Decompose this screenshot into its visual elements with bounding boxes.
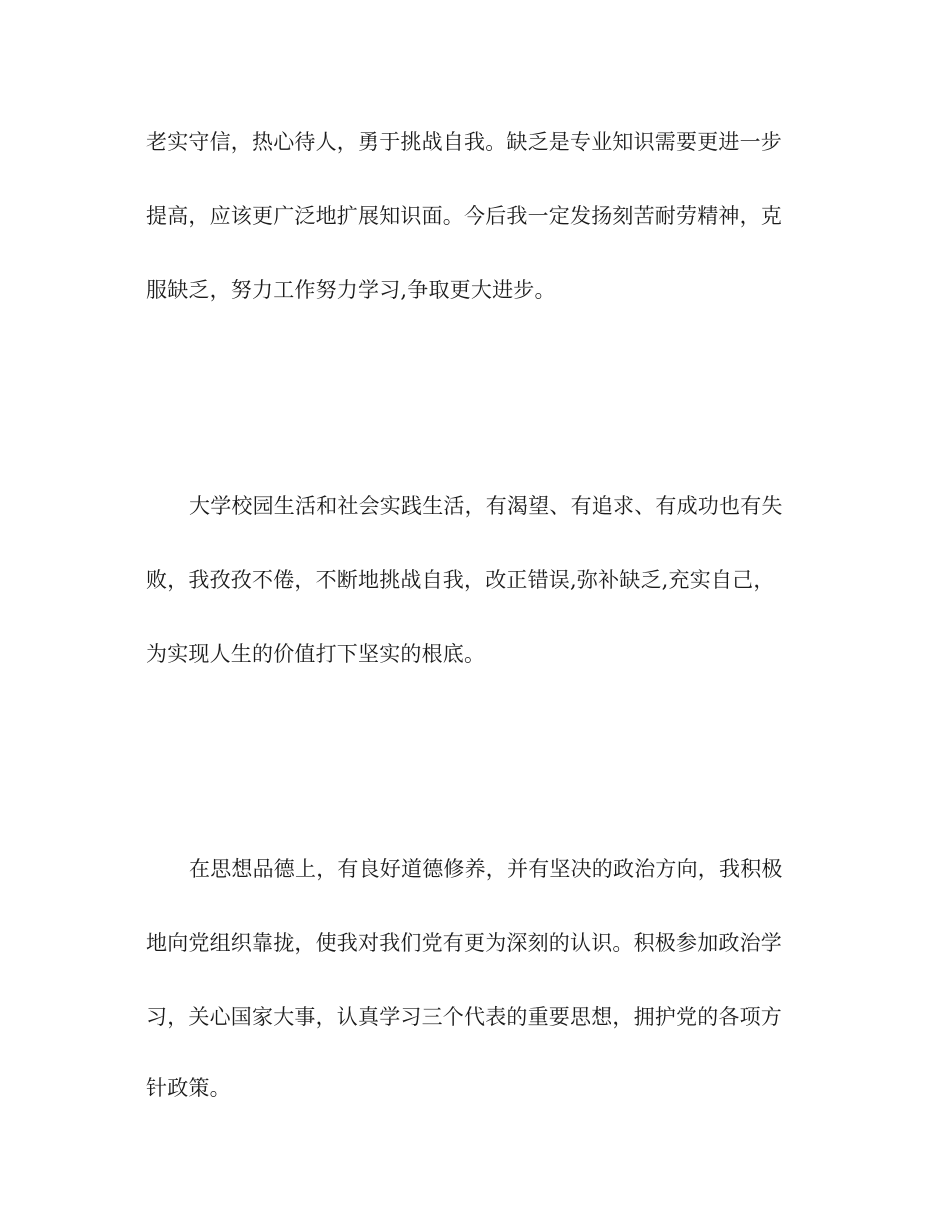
paragraph-line: 老实守信，热心待人，勇于挑战自我。缺乏是专业知识需要更进一步	[146, 130, 782, 154]
paragraph-line: 服缺乏，努力工作努力学习,争取更大进步。	[146, 278, 556, 302]
paragraph-line: 在思想品德上，有良好道德修养，并有坚决的政治方向，我积极	[189, 857, 783, 881]
paragraph-line: 为实现人生的价值打下坚实的根底。	[146, 642, 486, 666]
paragraph-line: 习，关心国家大事，认真学习三个代表的重要思想，拥护党的各项方	[146, 1005, 782, 1029]
paragraph-line: 提高，应该更广泛地扩展知识面。今后我一定发扬刻苦耐劳精神，克	[146, 204, 782, 228]
paragraph-line: 针政策。	[146, 1076, 231, 1100]
paragraph-line: 大学校园生活和社会实践生活，有渴望、有追求、有成功也有失	[189, 494, 783, 518]
paragraph-line: 地向党组织靠拢，使我对我们党有更为深刻的认识。积极参加政治学	[146, 931, 782, 955]
paragraph-line: 败，我孜孜不倦，不断地挑战自我，改正错误,弥补缺乏,充实自己，	[146, 568, 775, 592]
